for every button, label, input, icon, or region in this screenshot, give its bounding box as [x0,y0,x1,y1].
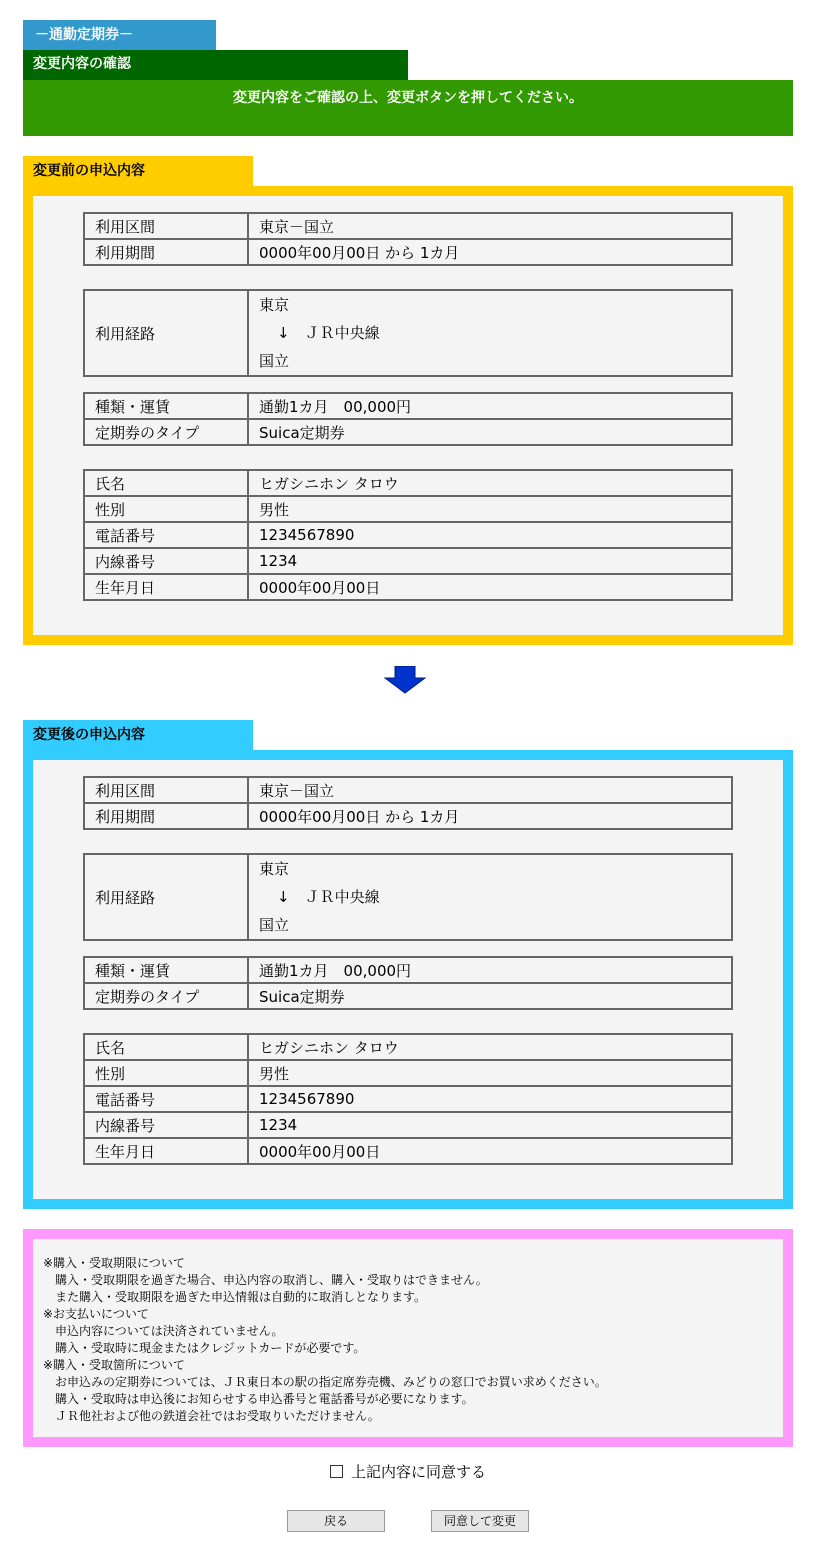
row-key: 氏名 [84,1034,248,1060]
row-value: 通勤1カ月 00,000円 [248,393,732,419]
agree-checkbox[interactable] [330,1465,343,1478]
table-row [84,393,732,419]
row-value: 1234567890 [248,1086,732,1112]
route-value [248,854,732,940]
row-key: 定期券のタイプ [84,983,248,1009]
row-key: 利用経路 [84,290,248,376]
row-value: Suica定期券 [248,983,732,1009]
route-to: 国立 [259,352,290,370]
table-row [84,1138,732,1164]
route-to: 国立 [259,916,290,934]
row-value: 男性 [248,1060,732,1086]
row-value: 男性 [248,496,732,522]
agree-and-change-button[interactable]: 同意して変更 [431,1510,529,1532]
notice-line: 申込内容については決済されていません。 [43,1324,284,1338]
row-value: 東京－国立 [248,213,732,239]
row-key: 種類・運賃 [84,393,248,419]
row-value: 通勤1カ月 00,000円 [248,957,732,983]
table-row [84,213,732,239]
notice-line: ＪＲ他社および他の鉄道会社ではお受取りいただけません。 [43,1409,380,1423]
table-row [84,1112,732,1138]
after-table-fare [83,956,733,1010]
before-table-route [83,289,733,377]
row-value: 東京－国立 [248,777,732,803]
after-table-personal [83,1033,733,1165]
row-key: 利用区間 [84,213,248,239]
table-row [84,854,732,940]
arrow-down-icon [384,666,426,694]
before-section-label: 変更前の申込内容 [23,156,253,186]
after-table-period [83,776,733,830]
table-row [84,496,732,522]
row-value: Suica定期券 [248,419,732,445]
row-key: 利用区間 [84,777,248,803]
route-from: 東京 [259,296,290,314]
notice-line: ※購入・受取期限について [43,1256,185,1270]
section-tab-commuter-pass: －通勤定期券－ [23,20,216,50]
back-button[interactable]: 戻る [287,1510,385,1532]
row-value: 0000年00月00日 [248,1138,732,1164]
notice-line: お申込みの定期券については、ＪＲ東日本の駅の指定席券売機、みどりの窓口でお買い求めください。 [43,1375,607,1389]
table-row [84,777,732,803]
row-value: ヒガシニホン タロウ [248,1034,732,1060]
route-value [248,290,732,376]
row-value: 0000年00月00日 から 1カ月 [248,239,732,265]
before-table-fare [83,392,733,446]
row-key: 内線番号 [84,548,248,574]
row-key: 氏名 [84,470,248,496]
row-value: ヒガシニホン タロウ [248,470,732,496]
table-row [84,470,732,496]
instruction-banner: 変更内容をご確認の上、変更ボタンを押してください。 [23,80,793,136]
table-row [84,1086,732,1112]
table-row [84,239,732,265]
table-row [84,803,732,829]
table-row [84,548,732,574]
row-value: 1234 [248,548,732,574]
agree-label[interactable]: 上記内容に同意する [350,1463,486,1481]
row-key: 利用期間 [84,239,248,265]
notice-line: ※お支払いについて [43,1307,149,1321]
row-key: 種類・運賃 [84,957,248,983]
page-title: 変更内容の確認 [23,50,408,80]
row-key: 電話番号 [84,522,248,548]
notice-panel [23,1229,793,1447]
before-table-period [83,212,733,266]
row-key: 利用経路 [84,854,248,940]
row-key: 生年月日 [84,574,248,600]
notice-line: また購入・受取期限を過ぎた申込情報は自動的に取消しとなります。 [43,1290,427,1304]
table-row [84,957,732,983]
table-row [84,290,732,376]
table-row [84,1034,732,1060]
notice-line: 購入・受取時は申込後にお知らせする申込番号と電話番号が必要になります。 [43,1392,474,1406]
table-row [84,419,732,445]
table-row [84,574,732,600]
row-value: 1234 [248,1112,732,1138]
notice-line: 購入・受取期限を過ぎた場合、申込内容の取消し、購入・受取りはできません。 [43,1273,488,1287]
notice-line: 購入・受取時に現金またはクレジットカードが必要です。 [43,1341,366,1355]
after-panel [23,750,793,1209]
notice-line: ※購入・受取箇所について [43,1358,185,1372]
after-table-route [83,853,733,941]
row-key: 生年月日 [84,1138,248,1164]
table-row [84,1060,732,1086]
row-key: 内線番号 [84,1112,248,1138]
route-via: ↓ ＪＲ中央線 [277,324,380,342]
route-from: 東京 [259,860,290,878]
row-key: 性別 [84,496,248,522]
row-value: 1234567890 [248,522,732,548]
before-table-personal [83,469,733,601]
row-value: 0000年00月00日 から 1カ月 [248,803,732,829]
before-panel [23,186,793,645]
table-row [84,983,732,1009]
row-key: 性別 [84,1060,248,1086]
route-via: ↓ ＪＲ中央線 [277,888,380,906]
row-key: 電話番号 [84,1086,248,1112]
agree-row [0,1461,816,1483]
row-value: 0000年00月00日 [248,574,732,600]
table-row [84,522,732,548]
row-key: 利用期間 [84,803,248,829]
after-section-label: 変更後の申込内容 [23,720,253,750]
row-key: 定期券のタイプ [84,419,248,445]
